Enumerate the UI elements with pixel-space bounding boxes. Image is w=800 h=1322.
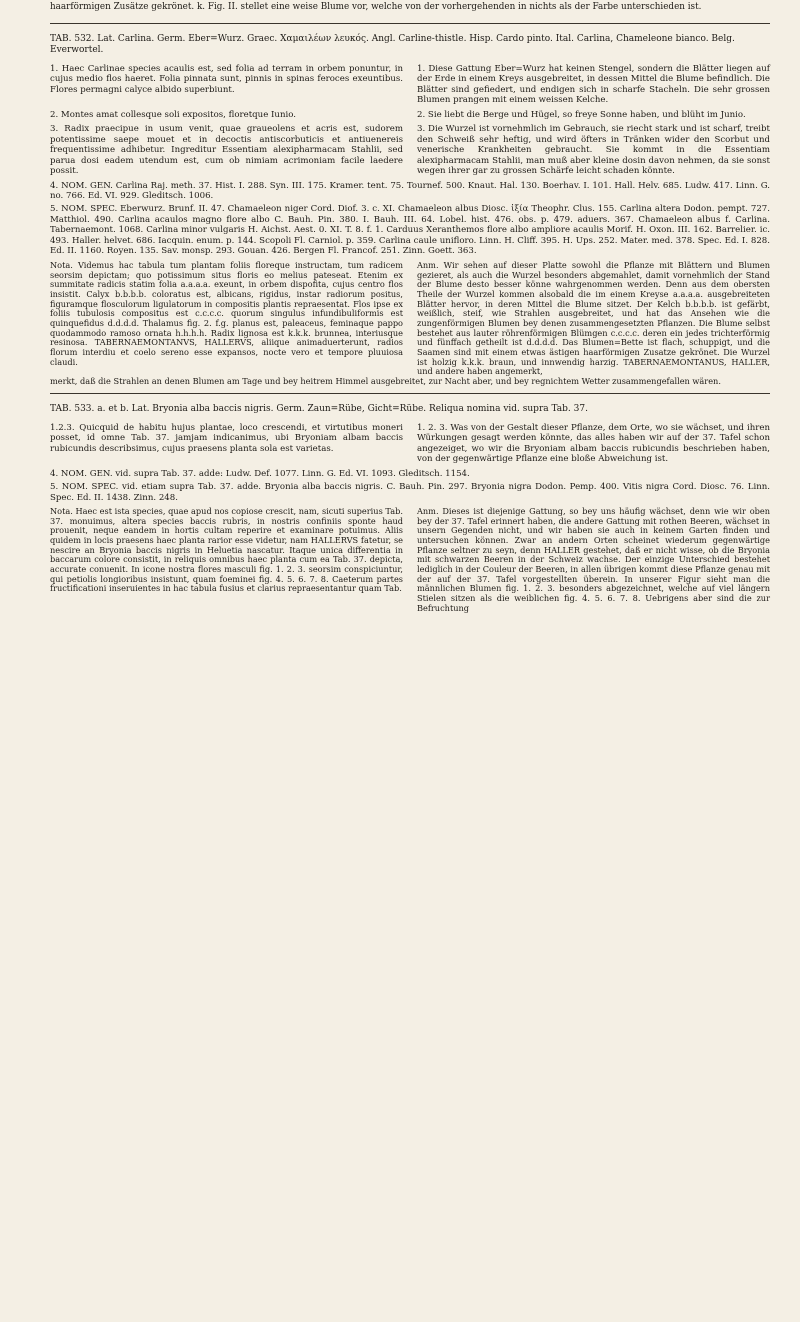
german-text: 1. Diese Gattung Eber=Wurz hat keinen Stengel, sondern die Blätter liegen auf der Erde in einem Kreys ausgebreitet, in dessen Mittel die Blume befindlich. Die Blätter sind gefiedert, und endigen sich in scharfe Stacheln. Die sehr grossen Blumen prangen mit einem weissen Kelche. (417, 63, 770, 106)
tab-533-nomenclature (50, 469, 770, 503)
nom-gen: 4. NOM. GEN. vid. supra Tab. 37. adde: Ludw. Def. 1077. Linn. G. Ed. VI. 1093. Gleditsch. 1154. (50, 468, 470, 479)
tab-532-row-1 (50, 64, 770, 110)
german-text: 2. Sie liebt die Berge und Hügel, so freye Sonne haben, und blüht im Junio. (417, 109, 746, 120)
divider (50, 393, 770, 394)
nom-gen: 4. NOM. GEN. Carlina Raj. meth. 37. Hist. I. 288. Syn. III. 175. Kramer. tent. 75. Tournef. 500. Knaut. Hal. 130. Boerhav. I. 101. Hall. Helv. 685. Ludw. 417. Linn. G. no. 766. Ed. VI. 929. Gleditsch. 1006. (50, 180, 770, 201)
latin-text: 2. Montes amat collesque soli expositos, floretque Iunio. (50, 109, 296, 120)
tab-533-notes (50, 507, 770, 613)
german-text: 1. 2. 3. Was von der Gestalt dieser Pflanze, dem Orte, wo sie wächset, und ihren Würkungen gesagt werden könnte, das alles haben wir auf der 37. Tafel schon angezeiget, wo wir die Bryoniam albam baccis rubicundis beschrieben haben, von der gegenwärtige Pflanze eine bloße Abweichung ist. (417, 422, 770, 465)
latin-text: 1.2.3. Quicquid de habitu hujus plantae, loco crescendi, et virtutibus moneri posset, id omne Tab. 37. jamjam indicanimus, ubi Bryoniam albam baccis rubicundis describsimus, cujus praesens planta sola est varietas. (50, 422, 403, 454)
section-tab-533 (50, 404, 770, 614)
nota-latin: Nota. Videmus hac tabula tum plantam foliis floreque instructam, tum radicem seorsim depictam; quo potissimum situs floris eo melius pateseat. Etenim ex summitate radicis statim folia a.a.a.a. exeunt, in orbem dispofita, cujus centro flos insistit. Calyx b.b.b.b. coloratus est, albicans, rigidus, instar radiorum positus, figuramque flosculorum ligulatorum in compositis plantis repraesentat. Flos ipse ex foliis tubulosis compositus est c.c.c.c. quorum singulus infundibuliformis est quinquefidus d.d.d.d. Thalamus fig. 2. f.g. planus est, paleaceus, feminaque pappo quodammodo ramoso ornata h.h.h.h. Radix lignosa est k.k.k. brunnea, interiusque resinosa. TABERNAEMONTANVS, HALLERVS, aliique animaduerterunt, radios florum interdiu et coelo sereno esse expansos, nocte vero et tempore pluuiosa claudi. (50, 259, 403, 367)
latin-text: 1. Haec Carlinae species acaulis est, sed folia ad terram in orbem ponuntur, in cujus medio flos haeret. Folia pinnata sunt, pinnis in spinas feroces exeuntibus. Flores permagni calyce albido superbiunt. (50, 63, 403, 95)
german-text: 3. Die Wurzel ist vornehmlich im Gebrauch, sie riecht stark und ist scharf, treibt den Schweiß sehr heftig, und wird öfters in Tränken wider den Scorbut und venerische Krankheiten gebraucht. Sie kommt in die Essentiam alexipharmacam Stahlii, man muß aber kleine dosin davon nehmen, da sie sonst wegen ihrer gar zu grossen Schärfe leicht schaden könnte. (417, 124, 770, 177)
intro-text: haarförmigen Zusätze gekrönet. k. Fig. II. stellet eine weise Blume vor, welche von der vorhergehenden in nichts als der Farbe unterschieden ist. (50, 2, 702, 12)
nota-german: Anm. Dieses ist diejenige Gattung, so bey uns häufig wächset, denn wie wir oben bey der 37. Tafel erinnert haben, die andere Gattung mit rothen Beeren, wächset in unsern Gegenden nicht, und wir haben sie auch in keinem Garten finden und untersuchen können. Zwar an andern Orten scheinet wiederum gegenwärtige Pflanze seltner zu seyn, denn HALLER gestehet, daß er nicht wisse, ob die Bryonia mit schwarzen Beeren in der Schweiz wachse. Der einzige Unterschied bestehet lediglich in der Couleur der Beeren, in allen übrigen kommt diese Pflanze genau mit der auf der 37. Tafel vorgestellten überein. In unserer Figur sieht man die männlichen Blumen fig. 1. 2. 3. besonders abgezeichnet, welche auf viel längern Stielen sitzen als die weiblichen fig. 4. 5. 6. 7. 8. Uebrigens aber sind die zur Befruchtung (417, 505, 770, 613)
tab-532-nomenclature (50, 181, 770, 257)
tab-533-title: TAB. 533. a. et b. Lat. Bryonia alba baccis nigris. Germ. Zaun=Rübe, Gicht=Rübe. Reliqua nomina vid. supra Tab. 37. (50, 403, 588, 414)
tab-532-row-2 (50, 110, 770, 124)
nota-german-end: merkt, daß die Strahlen an denen Blumen am Tage und bey heitrem Himmel ausgebreitet, zur Nacht aber, und bey regnichtem Wetter zusammengefallen wären. (50, 375, 721, 386)
tab-533-row-1 (50, 423, 770, 469)
nota-german: Anm. Wir sehen auf dieser Platte sowohl die Pflanze mit Blättern und Blumen gezieret, als auch die Wurzel besonders abgemahlet, damit vornehmlich der Stand der Blume desto besser könne wahrgenommen werden. Denn aus dem obersten Theile der Wurzel kommen alsobald die im einem Kreyse a.a.a.a. ausgebreiteten Blätter hervor, in deren Mittel die Blume sitzet. Der Kelch b.b.b.b. ist gefärbt, weißlich, steif, wie Strahlen ausgebreitet, und hat das Ansehen wie die zungenförmigen Blumen bey denen zusammengesetzten Pflanzen. Die Blume selbst bestehet aus lauter röhrenförmigen Blümgen c.c.c.c. deren ein jedes trichterförmig und fünffach getheilt ist d.d.d.d. Das Blumen=Bette ist flach, schuppigt, und die Saamen sind mit einem etwas ästigen haarförmigen Zusatze gekrönet. Die Wurzel ist holzig k.k.k. braun, und innwendig harzig. TABERNAEMONTANUS, HALLER, und andere haben angemerkt, (417, 259, 770, 377)
latin-text: 3. Radix praecipue in usum venit, quae graueolens et acris est, sudorem potentissime saepe mouet et in decoctis antiscorbuticis et antiuenereis frequentissime adhibetur. Ingreditur Essentiam alexipharmacam Stahlii, sed parua dosi eadem utendum est, cum ob nimiam acrimoniam facile laedere possit. (50, 124, 403, 177)
nom-spec: 5. NOM. SPEC. Eberwurz. Brunf. II. 47. Chamaeleon niger Cord. Diof. 3. c. XI. Chamaeleon albus Diosc. ἰξία Theophr. Clus. 155. Carlina altera Dodon. pempt. 727. Matthiol. 490. Carlina acaulos magno flore albo C. Bauh. Pin. 380. I. Bauh. III. 64. Lobel. hist. 476. obs. p. 479. aduers. 367. Chamaeleon albus f. Carlina. Tabernaemont. 1068. Carlina minor vulgaris H. Aichst. Aest. 0. XI. T. 8. f. 1. Carduus Xeranthemos flore albo ampliore acaulis Morif. H. Oxon. III. 162. Barrelier. ic. 493. Haller. helvet. 686. Iacquin. enum. p. 144. Scopoli Fl. Carniol. p. 359. Carlina caule unifloro. Linn. H. Cliff. 395. H. Ups. 252. Mater. med. 378. Spec. Ed. I. 828. Ed. II. 1160. Royen. 135. Sav. monsp. 293. Gouan. 426. Bergen Fl. Francof. 251. Zinn. Goett. 363. (50, 204, 770, 257)
section-tab-532 (50, 34, 770, 387)
nom-spec: 5. NOM. SPEC. vid. etiam supra Tab. 37. adde. Bryonia alba baccis nigris. C. Bauh. Pin. 297. Bryonia nigra Dodon. Pemp. 400. Vitis nigra Cord. Diosc. 76. Linn. Spec. Ed. II. 1438. Zinn. 248. (50, 482, 770, 503)
tab-532-notes (50, 261, 770, 377)
nota-latin: Nota. Haec est ista species, quae apud nos copiose crescit, nam, sicuti superius Tab. 37. monuimus, altera species baccis rubris, in nostris confiniis sponte haud prouenit, neque eandem in hortis cultam reperire et examinare potuimus. Aliis quidem in locis praesens haec planta rarior esse videtur, nam HALLERVS fatetur, se nescire an Bryonia baccis nigris in Heluetia nascatur. Itaque unica differentia in baccarum colore consistit, in reliquis omnibus haec planta cum ea Tab. 37. depicta, accurate conuenit. In icone nostra flores masculi fig. 1. 2. 3. seorsim conspiciuntur, qui petiolis longioribus insistunt, quam foeminei fig. 4. 5. 6. 7. 8. Caeterum partes fructificationi inseruientes in hac tabula fusius et clarius repraesentantur quam Tab. (50, 505, 403, 594)
tab-532-row-3 (50, 124, 770, 180)
divider (50, 23, 770, 24)
tab-532-title: TAB. 532. Lat. Carlina. Germ. Eber=Wurz. Graec. Χαμαιλέων λευκός. Angl. Carline-thistle. Hisp. Cardo pinto. Ital. Carlina, Chameleone bianco. Belg. Everwortel. (50, 33, 735, 55)
